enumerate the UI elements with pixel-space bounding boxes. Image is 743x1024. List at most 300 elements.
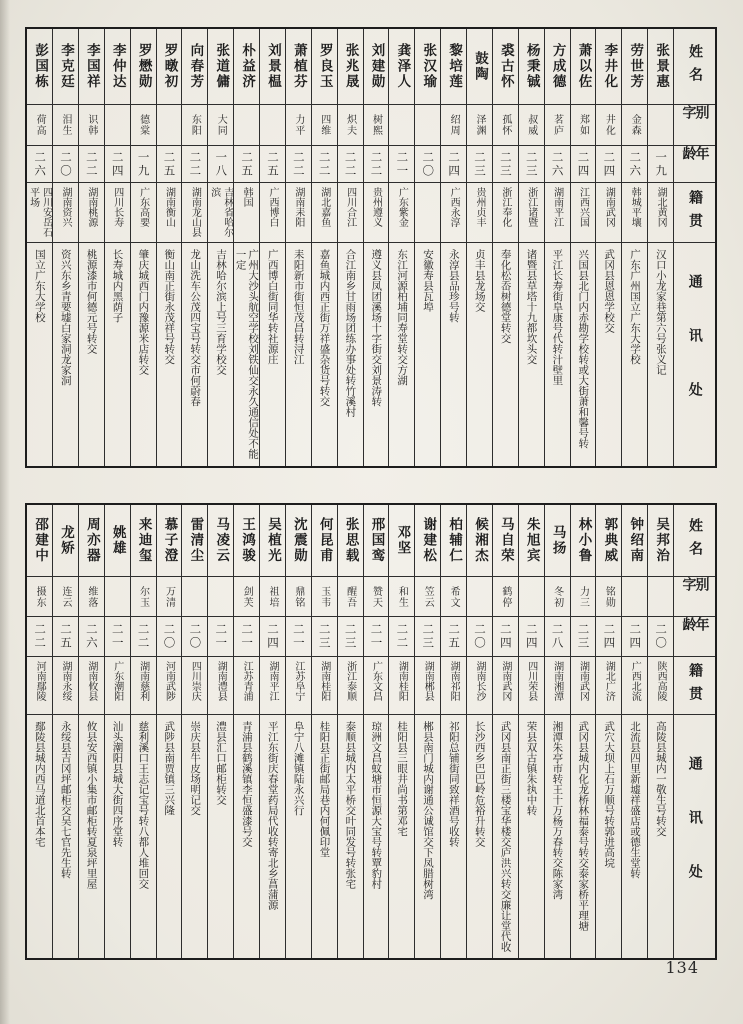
entry-origin: 湖南祁阳 (441, 657, 466, 715)
entry-address: 郴县南门城内谢通公诚馆交下凤腊树湾 (421, 721, 434, 900)
entry-name: 龚泽人 (389, 29, 414, 105)
directory-entry-column (570, 505, 596, 958)
entry-address: 鄢陵县城内西马道北首本宅 (33, 721, 46, 847)
entry-address: 慈利溪口王志记宝号转八都人堆回交 (137, 721, 150, 889)
entry-origin: 四川安岳石平场 (27, 183, 52, 243)
entry-origin: 广东文昌 (364, 657, 389, 715)
entry-age: 二〇 (648, 617, 673, 657)
entry-address: 高陵县城内一敬生号转交 (654, 721, 667, 837)
entry-name: 龙矫 (53, 505, 78, 577)
entry-name: 李国祥 (79, 29, 104, 105)
directory-table-top (25, 27, 717, 468)
entry-age: 二四 (260, 617, 285, 657)
entry-address: 兴国县北门内赤勘学校转或大街萧和馨号转 (577, 249, 590, 449)
entry-age: 二三 (571, 617, 596, 657)
header-label-name: 姓名 (674, 505, 715, 577)
entry-origin: 广西永淳 (441, 183, 466, 243)
directory-entry-column (52, 29, 78, 466)
entry-name: 雷清尘 (182, 505, 207, 577)
directory-entry-column (78, 29, 104, 466)
entry-name: 朴益济 (234, 29, 259, 105)
directory-entry-column (259, 29, 285, 466)
entry-zi: 笠云 (415, 577, 440, 617)
entry-name: 慕子澄 (157, 505, 182, 577)
entry-origin: 江西兴国 (571, 183, 596, 243)
entry-age: 二一 (234, 617, 259, 657)
entry-age: 二三 (415, 617, 440, 657)
entry-address: 武冈县南正街三楼宝华楼交庐洪兴转交廉让堂代收 (499, 721, 512, 952)
entry-address: 遵义县凤团溪场十字街交刘景涛转 (370, 249, 383, 407)
entry-origin: 四川长寿 (105, 183, 130, 243)
entry-age: 二一 (208, 617, 233, 657)
entry-age: 二八 (545, 617, 570, 657)
entry-zi: 尔玉 (131, 577, 156, 617)
entry-name: 劳世芳 (622, 29, 647, 105)
directory-entry-column (156, 29, 182, 466)
entry-zi: 识韩 (79, 105, 104, 146)
entry-age: 二五 (53, 617, 78, 657)
header-label-age: 年龄 (674, 146, 715, 183)
directory-entry-column (27, 505, 52, 958)
entry-address: 汕头潮阳县城大街四序堂转 (111, 721, 124, 847)
entry-zi: 东阳 (182, 105, 207, 146)
entry-address: 贞丰县龙场交 (473, 249, 486, 312)
entry-address: 耒阳新市街恒茂昌转浔江 (292, 249, 305, 365)
entry-name: 刘建勋 (364, 29, 389, 105)
directory-entry-column (337, 505, 363, 958)
entry-origin: 江苏阜宁 (286, 657, 311, 715)
entry-age: 二二 (79, 146, 104, 183)
entry-address: 武穴大坝上石万顺号转郭进高垸 (603, 721, 616, 868)
entry-address: 桂阳县正街邮局巷内何佩印堂 (318, 721, 331, 858)
entry-name: 柏辅仁 (441, 505, 466, 577)
directory-entry-column (130, 29, 156, 466)
entry-address: 桂阳县三眼井尚书第邓宅 (396, 721, 409, 837)
header-column (673, 505, 715, 958)
entry-origin: 湖南桂阳 (389, 657, 414, 715)
entry-name: 沈震勋 (286, 505, 311, 577)
entry-age: 二一 (389, 146, 414, 183)
entry-age: 二二 (364, 146, 389, 183)
entry-origin: 湖南桃源 (79, 183, 104, 243)
entry-zi: 金森 (622, 105, 647, 146)
directory-entry-column (518, 505, 544, 958)
entry-name: 鼓陶 (467, 29, 492, 105)
entry-address: 东江河源柏埔同寿堂转交方湖 (396, 249, 409, 386)
directory-entry-column (414, 505, 440, 958)
entry-address: 武冈县城内化龙桥林福泰号转交泰家桥平理塘 (577, 721, 590, 931)
entry-zi: 和生 (389, 577, 414, 617)
directory-entry-column (181, 505, 207, 958)
entry-age: 二〇 (182, 617, 207, 657)
entry-origin: 湖南长沙 (467, 657, 492, 715)
header-label-address: 通讯处 (686, 755, 703, 918)
entry-address: 龙山洗车公茂四宝号转交市何蔚春 (189, 249, 202, 407)
entry-zi (234, 105, 259, 146)
directory-entry-column (414, 29, 440, 466)
entry-zi: 泪生 (53, 105, 78, 146)
entry-name: 马扬 (545, 505, 570, 577)
entry-address: 汉口小龙家巷第六号张义记 (654, 249, 667, 375)
entry-zi: 冬初 (545, 577, 570, 617)
entry-zi: 鼎铭 (286, 577, 311, 617)
entry-zi: 希文 (441, 577, 466, 617)
entry-zi: 泽渊 (467, 105, 492, 146)
entry-name: 朱旭宾 (519, 505, 544, 577)
entry-age: 一八 (208, 146, 233, 183)
entry-name: 钟绍南 (622, 505, 647, 577)
directory-entry-column (259, 505, 285, 958)
entry-origin: 湖南武冈 (493, 657, 518, 715)
entry-name: 罗良玉 (312, 29, 337, 105)
entry-address: 泰顺县城内太平桥交叶同发号转张宅 (344, 721, 357, 889)
directory-entry-column (311, 29, 337, 466)
entry-name: 何昆甫 (312, 505, 337, 577)
entry-origin: 广东潮阳 (105, 657, 130, 715)
directory-entry-column (52, 505, 78, 958)
entry-zi: 力三 (571, 577, 596, 617)
entry-name: 萧以佐 (571, 29, 596, 105)
entry-address: 资兴东乡青要墟白家洞龙家洞 (59, 249, 72, 386)
directory-entry-column (388, 505, 414, 958)
directory-entry-column (233, 505, 259, 958)
directory-entry-column (518, 29, 544, 466)
entry-origin: 湖北嘉鱼 (312, 183, 337, 243)
directory-entry-column (466, 505, 492, 958)
entry-zi (467, 577, 492, 617)
entry-zi: 井化 (596, 105, 621, 146)
entry-name: 杨秉铖 (519, 29, 544, 105)
entry-zi: 玉韦 (312, 577, 337, 617)
entry-name: 邵建中 (27, 505, 52, 577)
entry-zi: 叔威 (519, 105, 544, 146)
entry-zi: 绍周 (441, 105, 466, 146)
entry-name: 邢国鸾 (364, 505, 389, 577)
entry-age: 二一 (286, 617, 311, 657)
entry-name: 李井化 (596, 29, 621, 105)
directory-entry-column (570, 29, 596, 466)
entry-origin: 湖南攸县 (79, 657, 104, 715)
entry-name: 萧植芬 (286, 29, 311, 105)
entry-age: 二六 (622, 146, 647, 183)
entry-age: 二四 (493, 617, 518, 657)
entry-age: 二六 (27, 146, 52, 183)
directory-table-bottom (25, 503, 717, 960)
entry-origin: 贵州遵义 (364, 183, 389, 243)
directory-entry-column (181, 29, 207, 466)
entry-origin: 河南鄢陵 (27, 657, 52, 715)
entry-address: 诸暨县草塔十九都坎头交 (525, 249, 538, 365)
entry-origin: 四川崇庆 (182, 657, 207, 715)
directory-entry-column (27, 29, 52, 466)
entry-age: 二二 (131, 617, 156, 657)
entry-address: 广东广州国立广东大学校 (628, 249, 641, 365)
entry-zi: 力平 (286, 105, 311, 146)
entry-age: 二五 (260, 146, 285, 183)
entry-address: 广西博白街同华转社源庄 (266, 249, 279, 365)
entry-age: 二二 (389, 617, 414, 657)
entry-zi (105, 577, 130, 617)
entry-address: 长沙西乡巴巴岭危裕升转交 (473, 721, 486, 847)
entry-age: 二四 (105, 146, 130, 183)
entry-name: 向春芳 (182, 29, 207, 105)
entry-origin: 湖南衡山 (157, 183, 182, 243)
entry-zi: 孤怀 (493, 105, 518, 146)
entry-origin: 贵州贞丰 (467, 183, 492, 243)
entry-origin: 湖南桂阳 (312, 657, 337, 715)
entry-zi (260, 105, 285, 146)
entry-age: 二六 (545, 146, 570, 183)
entry-age: 二二 (312, 146, 337, 183)
entry-origin: 广东紫金 (389, 183, 414, 243)
entry-name: 吴邦治 (648, 505, 673, 577)
entry-name: 王鸿骏 (234, 505, 259, 577)
entry-address: 嘉鱼城内西正街万祥盛杂货号转交 (318, 249, 331, 407)
entry-zi: 祖培 (260, 577, 285, 617)
entry-address: 长寿城内黑荫子 (111, 249, 124, 323)
entry-name: 罗暾初 (157, 29, 182, 105)
entry-address: 国立广东大学校 (33, 249, 46, 323)
entry-origin: 湖南武冈 (571, 657, 596, 715)
entry-address: 荣县双古镇朱执中转 (525, 721, 538, 816)
entry-zi: 鹤停 (493, 577, 518, 617)
entry-origin: 湖南平江 (260, 657, 285, 715)
entry-age: 二三 (519, 146, 544, 183)
entry-address: 崇庆县牛皮场明记交 (189, 721, 202, 816)
entry-address: 琼洲文昌蚊塘市恒源大宝号转覃豹村 (370, 721, 383, 889)
entry-zi (622, 577, 647, 617)
entry-name: 马自荣 (493, 505, 518, 577)
header-label-name: 姓名 (674, 29, 715, 105)
entry-zi: 四维 (312, 105, 337, 146)
entry-address: 湘潭朱亭市转王十万杨万春转交陈家湾 (551, 721, 564, 900)
entry-age: 一九 (648, 146, 673, 183)
directory-entry-column (156, 505, 182, 958)
directory-entry-column (233, 29, 259, 466)
header-label-origin: 籍贯 (674, 657, 715, 715)
entry-age: 二三 (493, 146, 518, 183)
entry-address: 平江东街庆春堂药局代收转寄北乡菖蒲源 (266, 721, 279, 910)
entry-name: 谢建松 (415, 505, 440, 577)
entry-address: 永绥县吉冈坪邮柜交吴七官先生转 (59, 721, 72, 879)
entry-zi: 铭勋 (596, 577, 621, 617)
entry-zi: 赞天 (364, 577, 389, 617)
entry-origin: 韩城平壤 (622, 183, 647, 243)
entry-address: 桃源漆市何德元号转交 (85, 249, 98, 354)
entry-address: 北流县四里新墟祥盛店或德生堂转 (628, 721, 641, 879)
entry-origin: 四川荣县 (519, 657, 544, 715)
entry-age: 二一 (105, 617, 130, 657)
directory-entry-column (595, 505, 621, 958)
entry-zi (389, 105, 414, 146)
entry-zi: 摄东 (27, 577, 52, 617)
entry-origin: 江苏青浦 (234, 657, 259, 715)
entry-origin: 广西北流 (622, 657, 647, 715)
entry-age: 二二 (286, 146, 311, 183)
entry-zi (157, 105, 182, 146)
entry-name: 罗懋勋 (131, 29, 156, 105)
directory-entry-column (104, 505, 130, 958)
entry-origin: 浙江奉化 (493, 183, 518, 243)
entry-age: 二二 (27, 617, 52, 657)
header-column (673, 29, 715, 466)
entry-origin: 浙江诸暨 (519, 183, 544, 243)
entry-origin: 四川合江 (338, 183, 363, 243)
directory-entry-column (363, 29, 389, 466)
entry-origin: 湖南慈利 (131, 657, 156, 715)
directory-entry-column (647, 29, 673, 466)
directory-entry-column (311, 505, 337, 958)
header-label-age: 年龄 (674, 617, 715, 657)
entry-address: 澧县汇口邮柜转交 (214, 721, 227, 805)
entry-name: 吴植光 (260, 505, 285, 577)
directory-entry-column (492, 505, 518, 958)
entry-zi (648, 105, 673, 146)
entry-origin: 吉林省哈尔滨 (208, 183, 233, 243)
entry-name: 邓坚 (389, 505, 414, 577)
entry-origin: 浙江泰顺 (338, 657, 363, 715)
entry-name: 裘古怀 (493, 29, 518, 105)
directory-entry-column (78, 505, 104, 958)
entry-origin: 湖南湘潭 (545, 657, 570, 715)
entry-zi: 德棠 (131, 105, 156, 146)
entry-zi (105, 105, 130, 146)
entry-name: 彭国栋 (27, 29, 52, 105)
entry-age: 二三 (312, 617, 337, 657)
entry-zi (208, 577, 233, 617)
entry-zi (648, 577, 673, 617)
entry-name: 姚雄 (105, 505, 130, 577)
directory-entry-column (621, 29, 647, 466)
entry-age: 二五 (234, 146, 259, 183)
entry-name: 张思载 (338, 505, 363, 577)
entry-origin: 韩国 (234, 183, 259, 243)
directory-entry-column (285, 29, 311, 466)
entry-age: 二四 (596, 617, 621, 657)
directory-entry-column (207, 29, 233, 466)
entry-origin: 广西博白 (260, 183, 285, 243)
entry-name: 黎培莲 (441, 29, 466, 105)
entry-address: 攸县安西镇小集市邮柜转夏泉坪里屋 (85, 721, 98, 889)
entry-origin: 湖北广济 (596, 657, 621, 715)
directory-entry-column (621, 505, 647, 958)
entry-zi (182, 577, 207, 617)
entry-address: 肇庆城西门内豫源米店转交 (137, 249, 150, 375)
entry-address: 武冈县恩恩学校交 (603, 249, 616, 333)
page-number: 134 (665, 958, 699, 977)
directory-entry-column (440, 505, 466, 958)
entry-address: 合江南乡甘雨场团练办事处转竹溪村 (344, 249, 357, 417)
directory-entry-column (466, 29, 492, 466)
entry-age: 二〇 (157, 617, 182, 657)
entry-age: 二四 (571, 146, 596, 183)
directory-entry-column (388, 29, 414, 466)
entry-origin: 湖南武冈 (596, 183, 621, 243)
entry-address: 奉化松岙树德堂转交 (499, 249, 512, 344)
entry-zi (519, 577, 544, 617)
entry-name: 刘景榅 (260, 29, 285, 105)
entry-name: 周亦器 (79, 505, 104, 577)
entry-name: 马凌云 (208, 505, 233, 577)
directory-entry-column (130, 505, 156, 958)
entry-zi: 炽夫 (338, 105, 363, 146)
entry-name: 方成德 (545, 29, 570, 105)
directory-entry-column (285, 505, 311, 958)
entry-age: 二四 (622, 617, 647, 657)
entry-address: 广州大沙头航空学校刘铁仙交永久通信处不能一定 (234, 249, 259, 459)
entry-address: 吉林哈尔滨上号三育学校交 (214, 249, 227, 375)
entry-zi: 连云 (53, 577, 78, 617)
entry-age: 一九 (131, 146, 156, 183)
entry-name: 张兆晟 (338, 29, 363, 105)
entry-zi: 醒吾 (338, 577, 363, 617)
entry-name: 郭典威 (596, 505, 621, 577)
entry-origin (415, 183, 440, 243)
entry-address: 阜宁八滩镇陆永兴行 (292, 721, 305, 816)
entry-age: 二三 (338, 617, 363, 657)
directory-entry-column (544, 29, 570, 466)
entry-address: 青浦县鹤溪镇李恒盛漆号交 (240, 721, 253, 847)
entry-origin: 广东高要 (131, 183, 156, 243)
header-label-address: 通讯处 (686, 273, 703, 436)
entry-age: 二二 (338, 146, 363, 183)
entry-name: 候湘杰 (467, 505, 492, 577)
entry-age: 二〇 (415, 146, 440, 183)
entry-name: 林小鲁 (571, 505, 596, 577)
entry-age: 二四 (596, 146, 621, 183)
entry-name: 李仲达 (105, 29, 130, 105)
entry-age: 二〇 (53, 146, 78, 183)
directory-entry-column (337, 29, 363, 466)
entry-origin: 湖南平江 (545, 183, 570, 243)
directory-entry-column (544, 505, 570, 958)
entry-address: 永淳县品珍号转 (447, 249, 460, 323)
entry-zi: 荷高 (27, 105, 52, 146)
entry-zi: 茗庐 (545, 105, 570, 146)
entry-origin: 陕西高陵 (648, 657, 673, 715)
entry-zi (415, 105, 440, 146)
entry-name: 李克廷 (53, 29, 78, 105)
directory-entry-column (647, 505, 673, 958)
entry-age: 二一 (364, 617, 389, 657)
entry-age: 二五 (441, 617, 466, 657)
entry-address: 安徽寿县瓦埠 (421, 249, 434, 312)
entry-name: 来迪玺 (131, 505, 156, 577)
entry-origin: 河南武陟 (157, 657, 182, 715)
entry-origin: 湖南龙山县 (182, 183, 207, 243)
entry-age: 二〇 (467, 617, 492, 657)
directory-entry-column (363, 505, 389, 958)
entry-age: 二四 (441, 146, 466, 183)
entry-origin: 湖南澧县 (208, 657, 233, 715)
header-label-zi: 别字 (674, 105, 715, 146)
entry-age: 二二 (182, 146, 207, 183)
entry-zi: 剑芙 (234, 577, 259, 617)
directory-entry-column (595, 29, 621, 466)
entry-address: 衡山南正街永茂祥号转交 (163, 249, 176, 365)
entry-name: 张汉瑜 (415, 29, 440, 105)
entry-origin: 湖南永绥 (53, 657, 78, 715)
entry-zi: 维落 (79, 577, 104, 617)
entry-name: 张景惠 (648, 29, 673, 105)
directory-entry-column (207, 505, 233, 958)
header-label-zi: 别字 (674, 577, 715, 617)
entry-origin: 湖南耒阳 (286, 183, 311, 243)
entry-origin: 湖南郴县 (415, 657, 440, 715)
entry-age: 二四 (519, 617, 544, 657)
entry-address: 祁阳总铺街同致祥酒号收转 (447, 721, 460, 847)
entry-age: 二三 (467, 146, 492, 183)
